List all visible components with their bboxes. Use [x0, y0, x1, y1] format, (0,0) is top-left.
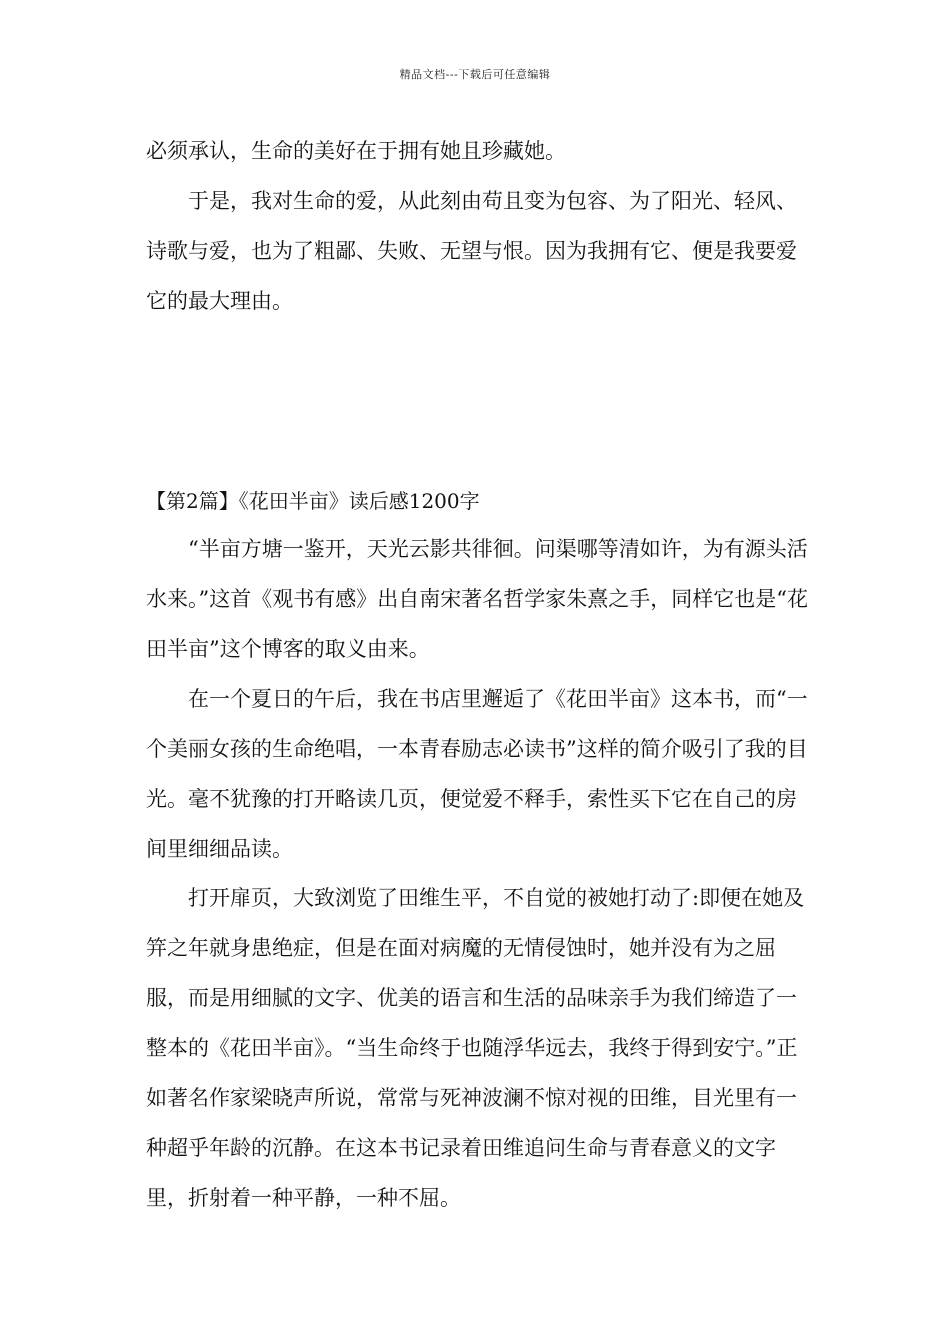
- section-title: 【第2篇】《花田半亩》读后感1200字: [146, 489, 480, 513]
- page-header: 精品文档---下载后可任意编辑: [399, 68, 551, 81]
- paragraph-continuation: 必须承认，生命的美好在于拥有她且珍藏她。: [146, 139, 566, 163]
- paragraph-poem: “半亩方塘一鉴开，天光云影共徘徊。问渠哪等清如许，为有源头活水来。”这首《观书有感》出自南宋著名哲学家朱熹之手，同样它也是“花田半亩”这个博客的取义由来。: [146, 537, 808, 661]
- paragraph-tianwei: 打开扉页，大致浏览了田维生平，不自觉的被她打动了:即便在她及笄之年就身患绝症，但是在面对病魔的无情侵蚀时，她并没有为之屈服，而是用细腻的文字、优美的语言和生活的品味亲手为我们缔造了一整本的《花田半亩》。“当生命终于也随浮华远去，我终于得到安宁。”正如著名作家梁晓声所说，常常与死神波澜不惊对视的田维，目光里有一种超乎年龄的沉静。在这本书记录着田维追问生命与青春意义的文字里，折射着一种平静，一种不屈。: [146, 886, 805, 1210]
- paragraph-bookstore: 在一个夏日的午后，我在书店里邂逅了《花田半亩》这本书，而“一个美丽女孩的生命绝唱，一本青春励志必读书”这样的简介吸引了我的目光。毫不犹豫的打开略读几页，便觉爱不释手，索性买下它在自己的房间里细细品读。: [146, 687, 808, 861]
- paragraph-love-of-life: 于是，我对生命的爱，从此刻由苟且变为包容、为了阳光、轻风、诗歌与爱，也为了粗鄙、失败、无望与恨。因为我拥有它、便是我要爱它的最大理由。: [146, 189, 797, 313]
